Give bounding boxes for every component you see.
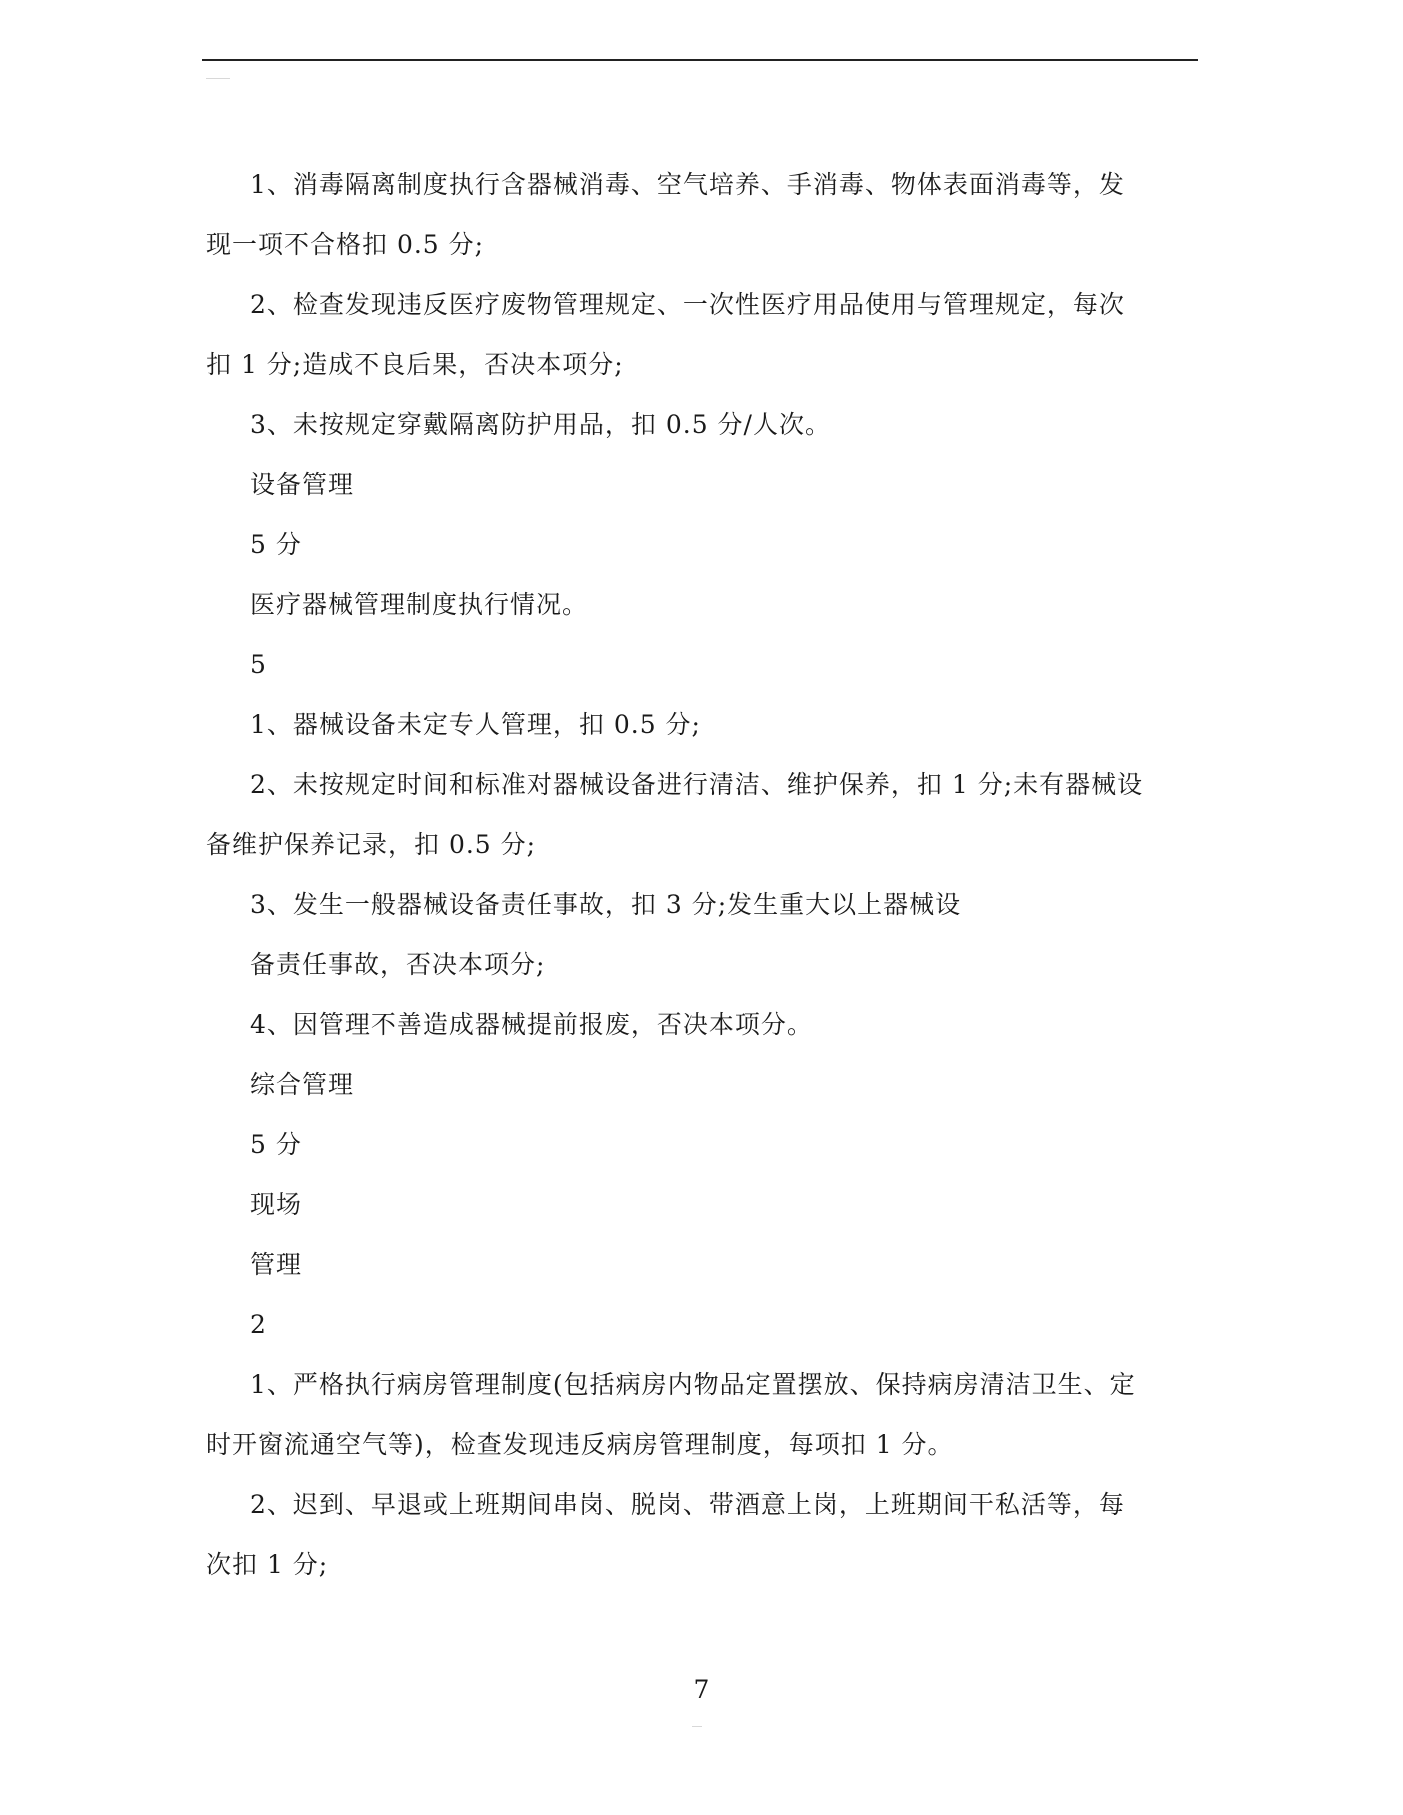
score-label: 5 分 (250, 530, 302, 559)
section-title: 设备管理 (250, 470, 355, 499)
header-mark (206, 78, 230, 79)
text-line: 现场 (250, 1190, 303, 1219)
text-line: 2、迟到、早退或上班期间串岗、脱岗、带酒意上岗，上班期间干私活等，每 (250, 1490, 1125, 1519)
text-line: 3、未按规定穿戴隔离防护用品，扣 0.5 分/人次。 (250, 410, 831, 439)
text-line: 2、检查发现违反医疗废物管理规定、一次性医疗用品使用与管理规定，每次 (250, 290, 1125, 319)
text-line: 1、器械设备未定专人管理，扣 0.5 分; (250, 710, 701, 739)
text-line: 2、未按规定时间和标准对器械设备进行清洁、维护保养，扣 1 分;未有器械设 (250, 770, 1144, 799)
text-line: 4、因管理不善造成器械提前报废，否决本项分。 (250, 1010, 813, 1039)
text-line: 1、消毒隔离制度执行含器械消毒、空气培养、手消毒、物体表面消毒等，发 (250, 170, 1125, 199)
document-body (206, 155, 1196, 1595)
text-line: 次扣 1 分; (206, 1550, 329, 1579)
text-line: 3、发生一般器械设备责任事故，扣 3 分;发生重大以上器械设 (250, 890, 962, 919)
page-number: 7 (693, 1675, 710, 1704)
text-line: 备责任事故，否决本项分; (250, 950, 546, 979)
text-line: 医疗器械管理制度执行情况。 (250, 590, 589, 619)
text-line: 1、严格执行病房管理制度(包括病房内物品定置摆放、保持病房清洁卫生、定 (250, 1370, 1136, 1399)
section-title: 综合管理 (250, 1070, 355, 1099)
text-line: 现一项不合格扣 0.5 分; (206, 230, 485, 259)
text-line: 时开窗流通空气等)，检查发现违反病房管理制度，每项扣 1 分。 (206, 1430, 954, 1459)
score-value: 5 (250, 650, 267, 679)
text-line: 管理 (250, 1250, 303, 1279)
score-label: 5 分 (250, 1130, 302, 1159)
footer-mark (692, 1726, 702, 1727)
text-line: 扣 1 分;造成不良后果，否决本项分; (206, 350, 624, 379)
header-rule (202, 59, 1198, 61)
text-line: 备维护保养记录，扣 0.5 分; (206, 830, 537, 859)
score-value: 2 (250, 1310, 267, 1339)
